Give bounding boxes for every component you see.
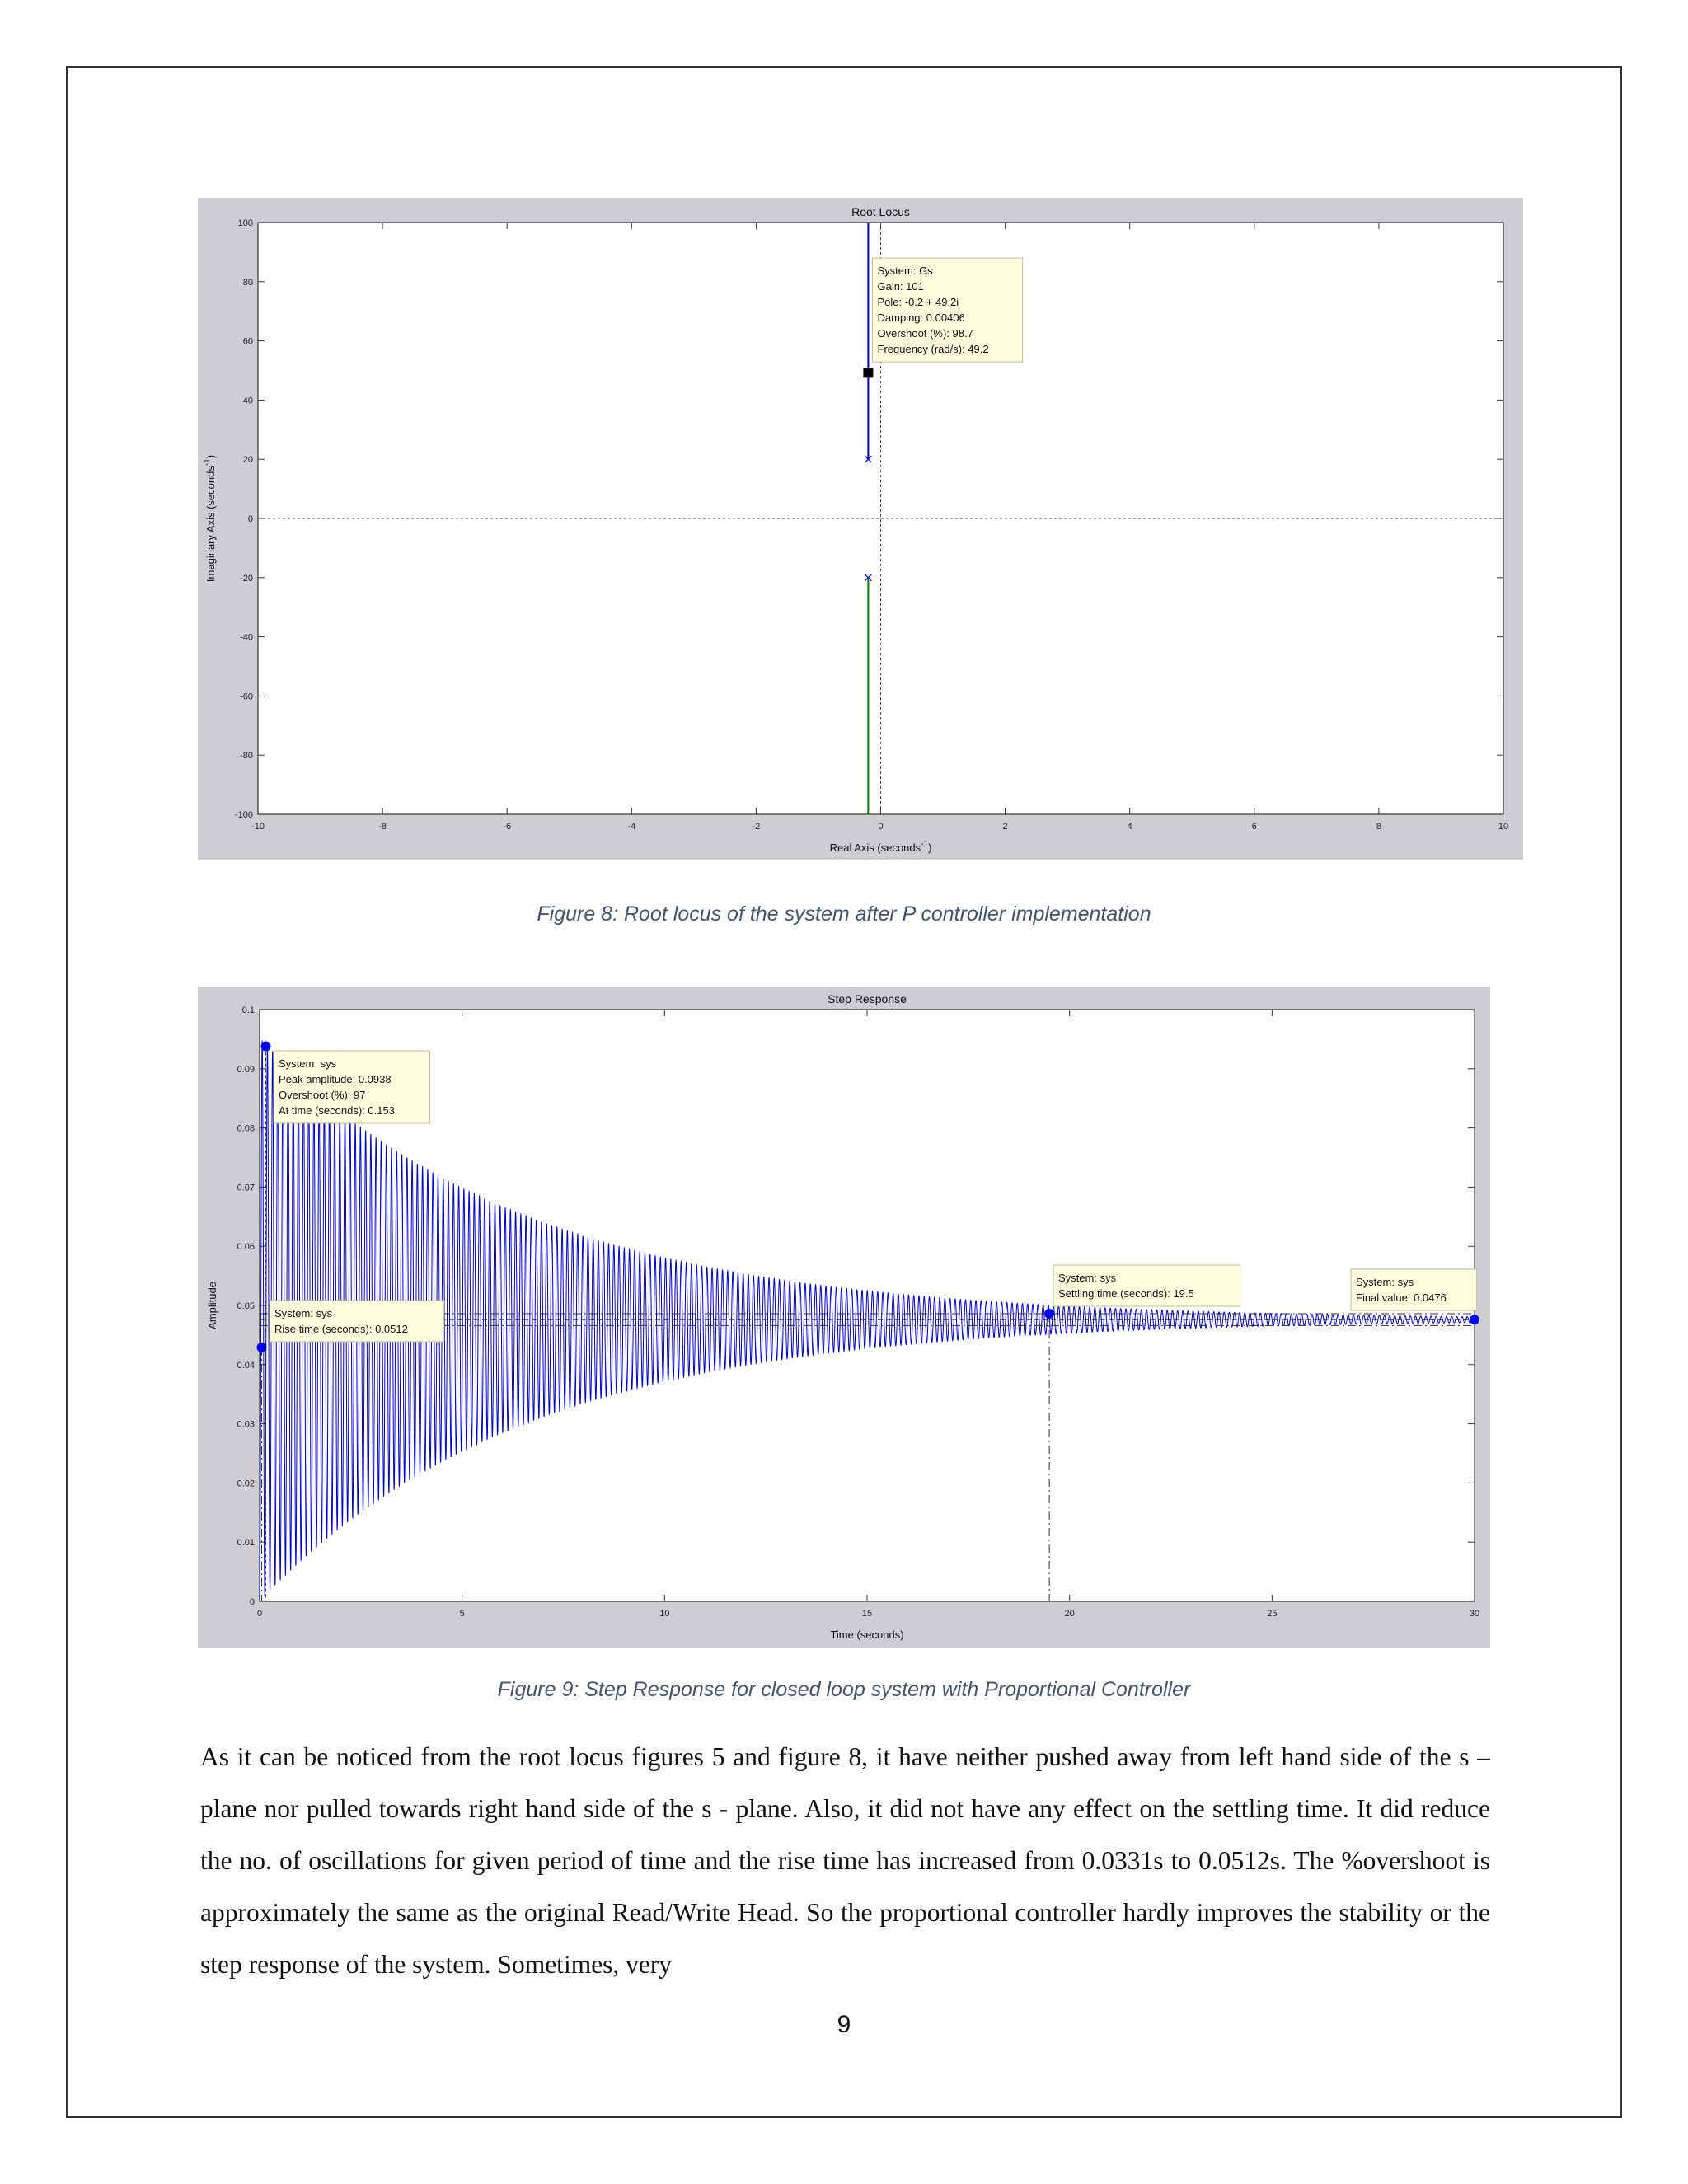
datatip-line: Pole: -0.2 + 49.2i bbox=[877, 296, 959, 309]
settling-time-datatip bbox=[1053, 1265, 1240, 1306]
x-axis-label-end: ) bbox=[928, 841, 932, 854]
rise-time-datatip bbox=[270, 1301, 444, 1342]
y-tick-label: 0 bbox=[247, 514, 253, 524]
y-tick-label: -80 bbox=[240, 751, 253, 762]
datatip-marker bbox=[1044, 1309, 1054, 1319]
datatip-line: Peak amplitude: 0.0938 bbox=[279, 1073, 392, 1085]
y-tick-label: -40 bbox=[240, 632, 253, 643]
root-locus-datatip bbox=[873, 258, 1023, 362]
x-tick-label: 30 bbox=[1469, 1609, 1480, 1619]
x-tick-label: -6 bbox=[503, 822, 512, 832]
y-axis-label: Amplitude bbox=[206, 1282, 218, 1329]
datatip-line: System: sys bbox=[1356, 1276, 1414, 1288]
datatip-line: Gain: 101 bbox=[877, 280, 924, 293]
x-tick-label: 0 bbox=[878, 822, 884, 832]
y-tick-label: 0.08 bbox=[237, 1123, 255, 1134]
datatip-marker bbox=[261, 1042, 271, 1052]
page-number: 9 bbox=[837, 2011, 851, 2038]
y-tick-label: -20 bbox=[240, 573, 253, 583]
datatip-line: Overshoot (%): 97 bbox=[279, 1089, 366, 1101]
x-tick-label: 15 bbox=[861, 1609, 873, 1619]
final-value-datatip bbox=[1351, 1269, 1477, 1310]
x-tick-label: 10 bbox=[1498, 822, 1509, 832]
y-tick-label: 0.05 bbox=[237, 1301, 255, 1311]
step-response-figure bbox=[198, 987, 1490, 1648]
y-tick-label: 0.1 bbox=[241, 1005, 255, 1015]
x-tick-label: 6 bbox=[1251, 822, 1257, 832]
y-tick-label: 100 bbox=[237, 218, 253, 228]
y-tick-label: -100 bbox=[234, 810, 253, 820]
y-axis-label bbox=[203, 455, 217, 582]
y-tick-label: 0.04 bbox=[237, 1360, 255, 1371]
y-axis-label-text: Imaginary Axis (seconds bbox=[204, 466, 217, 583]
x-tick-label: 8 bbox=[1376, 822, 1381, 832]
chart-title: Step Response bbox=[828, 992, 907, 1005]
figure-9-caption: Figure 9: Step Response for closed loop system with Proportional Controller bbox=[497, 1678, 1191, 1701]
x-axis-label-text: Real Axis (seconds bbox=[829, 841, 921, 854]
y-tick-label: 0.09 bbox=[237, 1064, 255, 1075]
x-tick-label: -2 bbox=[752, 822, 761, 832]
datatip-line: Final value: 0.0476 bbox=[1356, 1291, 1447, 1304]
step-response-chart bbox=[198, 987, 1490, 1648]
y-axis-label-end: ) bbox=[204, 454, 217, 459]
datatip-marker bbox=[257, 1343, 267, 1352]
x-axis-label: Time (seconds) bbox=[830, 1629, 904, 1641]
y-tick-label: -60 bbox=[240, 691, 253, 702]
x-axis-label-sup: -1 bbox=[921, 840, 929, 849]
y-tick-label: 0.03 bbox=[237, 1419, 255, 1430]
datatip-line: Rise time (seconds): 0.0512 bbox=[274, 1323, 408, 1335]
y-tick-label: 80 bbox=[242, 277, 253, 288]
body-paragraph: As it can be noticed from the root locus figures 5 and figure 8, it have neither pushed away from left hand side of the s – plane nor pulled towards right hand side of the s - plane. Also, it did not have any effect on the settling time. It did reduce the no. of oscillations for given period of time and the rise time has increased from 0.0331s to 0.0512s. The %overshoot is approximately the same as the original Read/Write Head. So the proportional controller hardly improves the stability or the step response of the system. Sometimes, very bbox=[200, 1742, 1490, 1979]
x-axis-label bbox=[830, 840, 932, 854]
y-tick-label: 20 bbox=[242, 455, 253, 466]
x-tick-label: -8 bbox=[378, 822, 387, 832]
x-tick-label: -10 bbox=[251, 822, 265, 832]
datatip-line: System: sys bbox=[274, 1307, 333, 1319]
datatip-line: At time (seconds): 0.153 bbox=[279, 1104, 395, 1117]
datatip-line: System: sys bbox=[279, 1057, 337, 1070]
datatip-line: Damping: 0.00406 bbox=[877, 312, 965, 325]
y-tick-label: 60 bbox=[242, 336, 253, 347]
datatip-line: System: sys bbox=[1058, 1272, 1117, 1284]
y-tick-label: 0.06 bbox=[237, 1242, 255, 1253]
y-tick-label: 40 bbox=[242, 396, 253, 406]
x-tick-label: 5 bbox=[459, 1609, 465, 1619]
y-tick-label: 0.01 bbox=[237, 1538, 255, 1549]
x-tick-label: 10 bbox=[659, 1609, 670, 1619]
x-tick-label: 0 bbox=[256, 1609, 263, 1619]
chart-title: Root Locus bbox=[851, 205, 910, 218]
datatip-line: Settling time (seconds): 19.5 bbox=[1058, 1287, 1194, 1300]
root-locus-figure bbox=[198, 198, 1523, 860]
x-tick-label: 2 bbox=[1002, 822, 1008, 832]
x-tick-label: -4 bbox=[627, 822, 636, 832]
datatip-marker bbox=[1470, 1315, 1479, 1324]
y-tick-label: 0.02 bbox=[237, 1479, 255, 1489]
figure-8-caption: Figure 8: Root locus of the system after P controller implementation bbox=[537, 902, 1151, 926]
x-tick-label: 20 bbox=[1064, 1609, 1075, 1619]
y-axis-label-sup: -1 bbox=[203, 458, 212, 466]
x-tick-label: 25 bbox=[1267, 1609, 1278, 1619]
y-tick-label: 0 bbox=[249, 1597, 255, 1607]
datatip-line: System: Gs bbox=[877, 265, 933, 278]
x-tick-label: 4 bbox=[1127, 822, 1132, 832]
datatip-line: Overshoot (%): 98.7 bbox=[877, 327, 973, 340]
selected-pole-marker bbox=[863, 368, 873, 377]
peak-datatip bbox=[274, 1051, 430, 1123]
root-locus-chart bbox=[198, 198, 1523, 860]
y-tick-label: 0.07 bbox=[237, 1183, 255, 1193]
datatip-line: Frequency (rad/s): 49.2 bbox=[877, 343, 989, 356]
